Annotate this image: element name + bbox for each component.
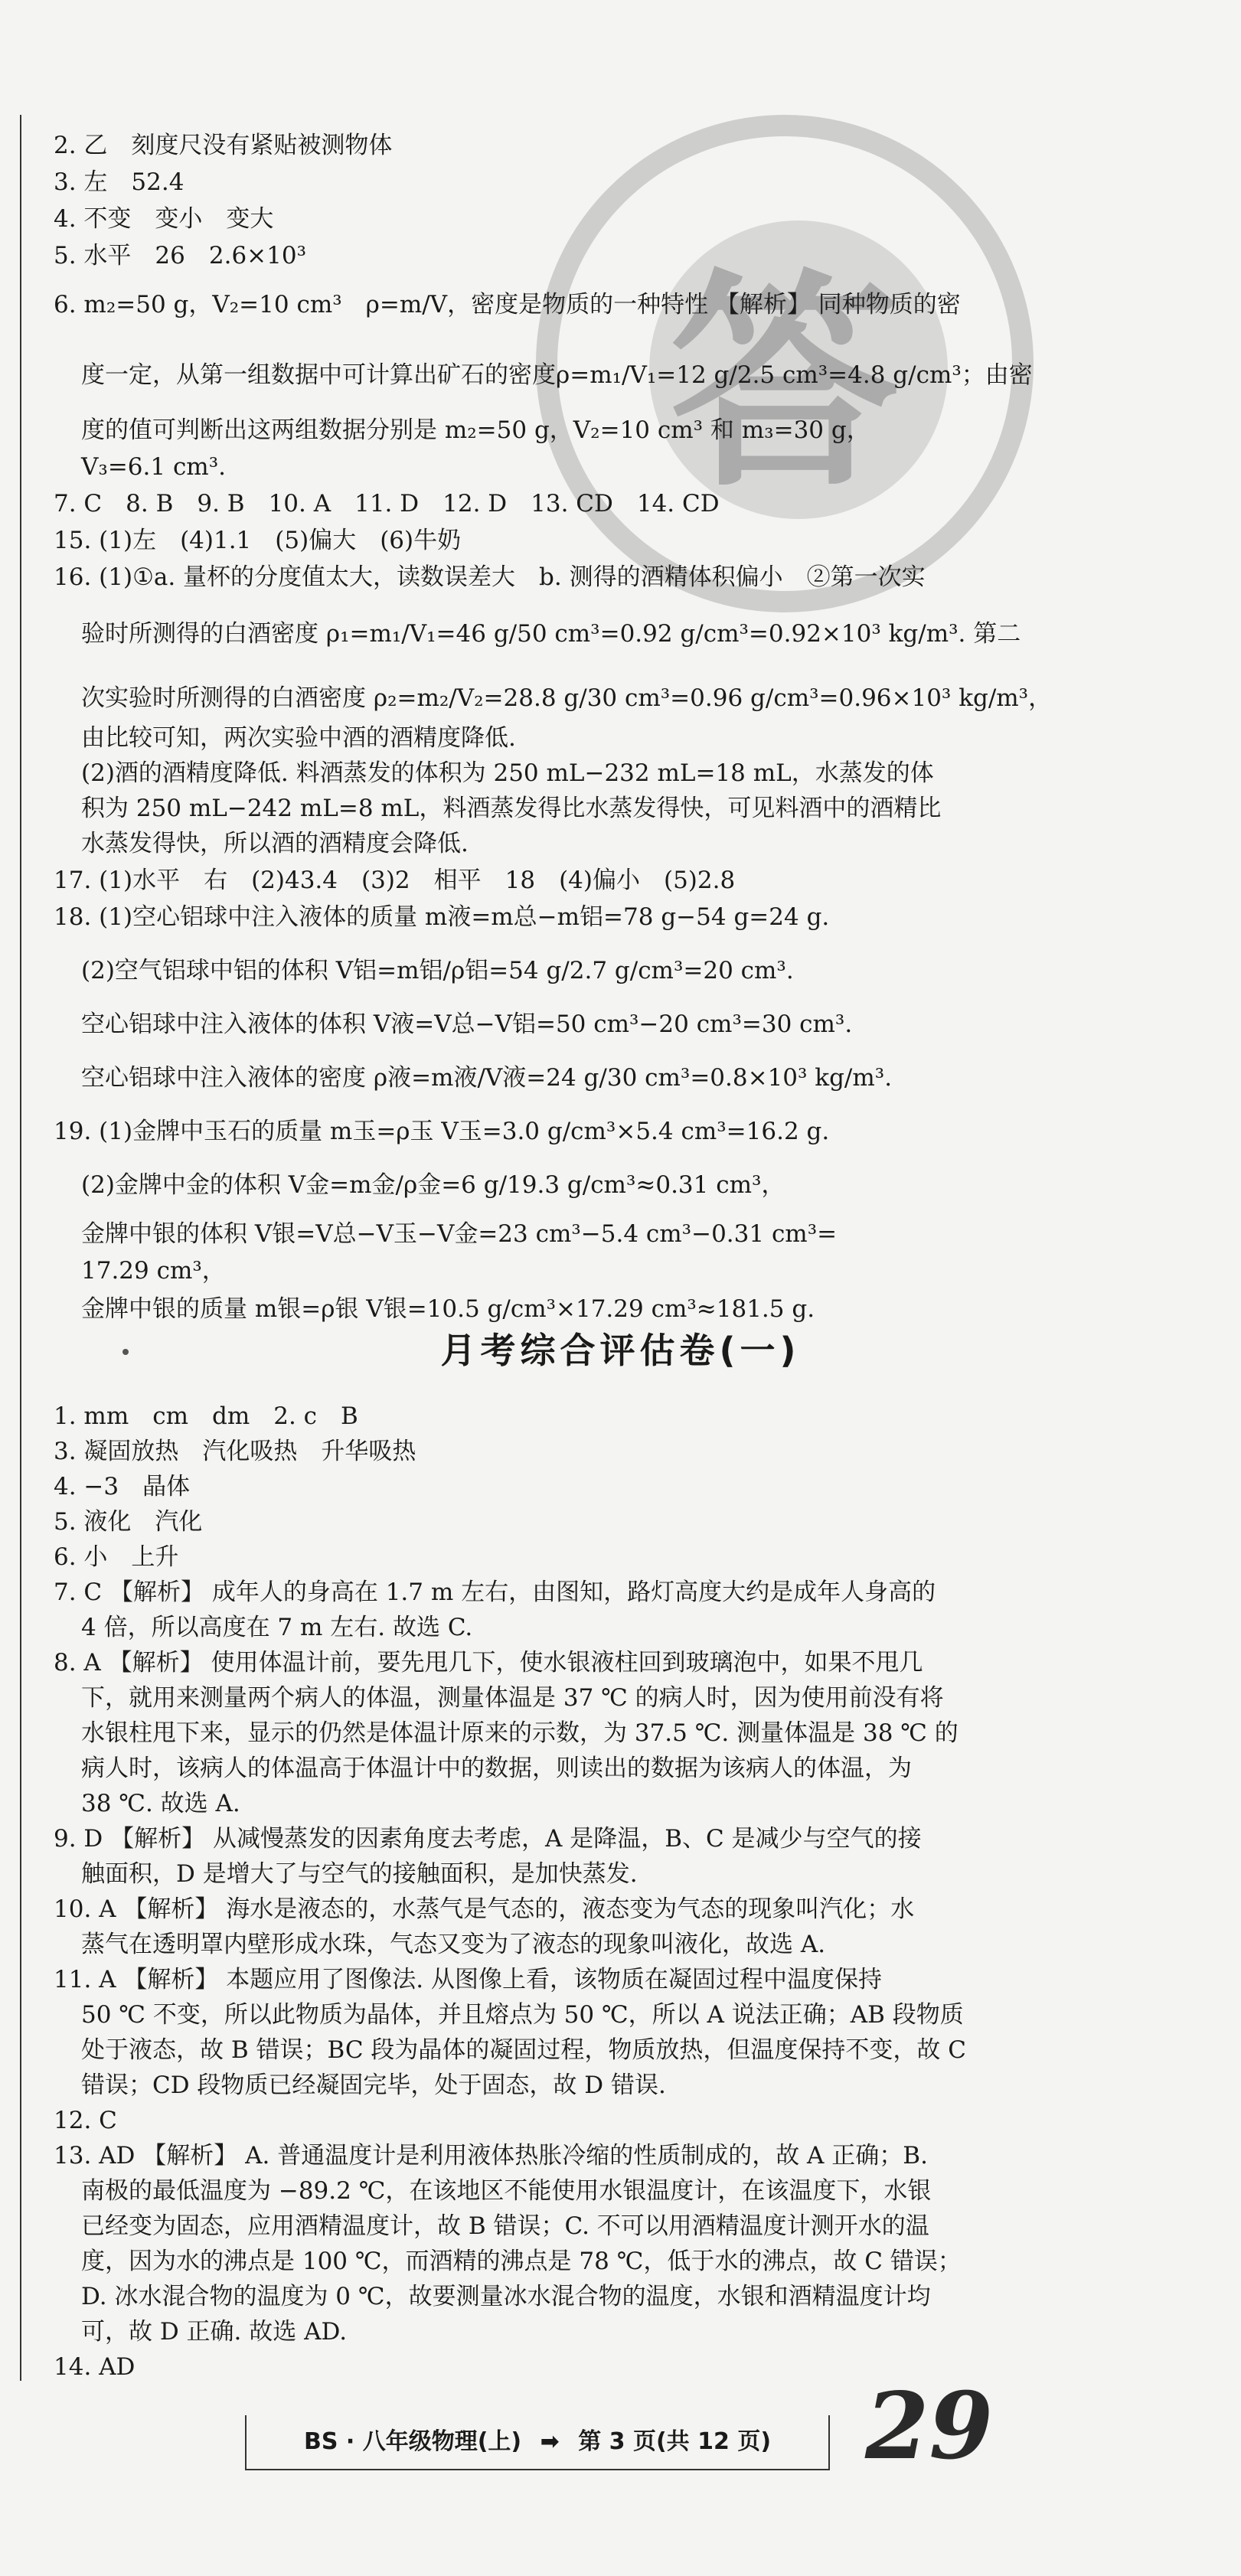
answer-line: 下，就用来测量两个病人的体温，测量体温是 37 ℃ 的病人时，因为使用前没有将 <box>81 1684 944 1712</box>
arrow-right-icon: ➡ <box>540 2428 560 2455</box>
answer-line: 可，故 D 正确. 故选 AD. <box>81 2318 348 2346</box>
answer-line: 15. (1)左 (4)1.1 (5)偏大 (6)牛奶 <box>54 527 462 554</box>
answer-line: (2)金牌中金的体积 V金=m金/ρ金=6 g/19.3 g/cm³≈0.31 cm³， <box>81 1171 785 1199</box>
answer-line: 4. 不变 变小 变大 <box>54 205 274 233</box>
answer-line: 南极的最低温度为 −89.2 ℃，在该地区不能使用水银温度计，在该温度下，水银 <box>81 2177 932 2205</box>
answer-line: 由比较可知，两次实验中酒的酒精度降低. <box>81 724 516 752</box>
answer-line: 17. (1)水平 右 (2)43.4 (3)2 相平 18 (4)偏小 (5)2.8 <box>54 867 736 894</box>
section-title: 月考综合评估卷(一) <box>440 1330 801 1371</box>
answer-line: 5. 液化 汽化 <box>54 1508 203 1536</box>
answer-line: V₃=6.1 cm³. <box>81 453 226 481</box>
answer-line: 9. D 【解析】 从减慢蒸发的因素角度去考虑，A 是降温，B、C 是减少与空气的接 <box>54 1825 922 1853</box>
answer-line: 病人时，该病人的体温高于体温计中的数据，则读出的数据为该病人的体温，为 <box>81 1755 912 1782</box>
answer-line: 7. C 8. B 9. B 10. A 11. D 12. D 13. CD 14. CD <box>54 490 720 517</box>
answer-line: 5. 水平 26 2.6×10³ <box>54 242 307 269</box>
answer-line: 处于液态，故 B 错误；BC 段为晶体的凝固过程，物质放热，但温度保持不变，故 C <box>81 2036 966 2064</box>
answer-line: 38 ℃. 故选 A. <box>81 1790 240 1817</box>
answer-line: 10. A 【解析】 海水是液态的，水蒸气是气态的，液态变为气态的现象叫汽化；水 <box>54 1895 915 1923</box>
page-number: 29 <box>865 2372 993 2480</box>
answer-line: (2)酒的酒精度降低. 料酒蒸发的体积为 250 mL−232 mL=18 mL，水蒸发的体 <box>81 759 934 787</box>
answer-line: 度，因为水的沸点是 100 ℃，而酒精的沸点是 78 ℃，低于水的沸点，故 C 错误； <box>81 2248 962 2275</box>
answer-line: 6. m₂=50 g，V₂=10 cm³ ρ=m/V，密度是物质的一种特性 【解析】 同种物质的密 <box>54 291 961 318</box>
answer-line: 12. C <box>54 2107 117 2134</box>
answer-line: 50 ℃ 不变，所以此物质为晶体，并且熔点为 50 ℃，所以 A 说法正确；AB 段物质 <box>81 2001 964 2029</box>
left-margin-rule <box>20 115 21 2381</box>
answer-line: D. 冰水混合物的温度为 0 ℃，故要测量冰水混合物的温度，水银和酒精温度计均 <box>81 2283 931 2310</box>
answer-line: 3. 凝固放热 汽化吸热 升华吸热 <box>54 1438 416 1465</box>
answer-line: 错误；CD 段物质已经凝固完毕，处于固态，故 D 错误. <box>81 2072 666 2099</box>
answer-line: 3. 左 52.4 <box>54 168 185 196</box>
answer-line: 积为 250 mL−242 mL=8 mL，料酒蒸发得比水蒸发得快，可见料酒中的酒精比 <box>81 795 942 822</box>
answer-line: 4 倍，所以高度在 7 m 左右. 故选 C. <box>81 1614 473 1641</box>
answer-line: 11. A 【解析】 本题应用了图像法. 从图像上看，该物质在凝固过程中温度保持 <box>54 1966 882 1993</box>
answer-line: (2)空气铝球中铝的体积 V铝=m铝/ρ铝=54 g/2.7 g/cm³=20 cm³. <box>81 957 794 984</box>
answer-line: 金牌中银的体积 V银=V总−V玉−V金=23 cm³−5.4 cm³−0.31 cm³= <box>81 1220 838 1248</box>
answer-line: 1. mm cm dm 2. c B <box>54 1402 358 1430</box>
answer-line: 触面积，D 是增大了与空气的接触面积，是加快蒸发. <box>81 1860 638 1888</box>
answer-line: 验时所测得的白酒密度 ρ₁=m₁/V₁=46 g/50 cm³=0.92 g/cm³=0.92×10³ kg/m³. 第二 <box>81 620 1021 648</box>
answer-line: 已经变为固态，应用酒精温度计，故 B 错误；C. 不可以用酒精温度计测开水的温 <box>81 2212 929 2240</box>
answer-line: 6. 小 上升 <box>54 1543 179 1571</box>
footer-page: 第 3 页(共 12 页) <box>578 2428 772 2455</box>
answer-line: 19. (1)金牌中玉石的质量 m玉=ρ玉 V玉=3.0 g/cm³×5.4 cm³=16.2 g. <box>54 1118 830 1145</box>
watermark-glyph: 答 <box>670 250 900 517</box>
answer-line: 18. (1)空心铝球中注入液体的质量 m液=m总−m铝=78 g−54 g=24 g. <box>54 903 830 931</box>
answer-line: 度一定，从第一组数据中可计算出矿石的密度ρ=m₁/V₁=12 g/2.5 cm³=4.8 g/cm³；由密 <box>81 361 1033 389</box>
page-footer <box>245 2415 830 2470</box>
answer-line: 金牌中银的质量 m银=ρ银 V银=10.5 g/cm³×17.29 cm³≈181.5 g. <box>81 1295 815 1323</box>
answer-line: 7. C 【解析】 成年人的身高在 1.7 m 左右，由图知，路灯高度大约是成年人身高的 <box>54 1579 936 1606</box>
answer-line: 4. −3 晶体 <box>54 1473 191 1500</box>
answer-line: 次实验时所测得的白酒密度 ρ₂=m₂/V₂=28.8 g/30 cm³=0.96 g/cm³=0.96×10³ kg/m³， <box>81 684 1053 712</box>
answer-line: 空心铝球中注入液体的密度 ρ液=m液/V液=24 g/30 cm³=0.8×10³ kg/m³. <box>81 1064 893 1092</box>
answer-line: 蒸气在透明罩内壁形成水珠，气态又变为了液态的现象叫液化，故选 A. <box>81 1931 826 1958</box>
answer-line: 17.29 cm³， <box>81 1257 226 1285</box>
answer-line: 16. (1)①a. 量杯的分度值太大，读数误差大 b. 测得的酒精体积偏小 ②第一次实 <box>54 563 926 591</box>
answer-line: 度的值可判断出这两组数据分别是 m₂=50 g，V₂=10 cm³ 和 m₃=30 g， <box>81 416 870 444</box>
answer-line: 8. A 【解析】 使用体温计前，要先甩几下，使水银液柱回到玻璃泡中，如果不甩几 <box>54 1649 923 1677</box>
answer-line: 2. 乙 刻度尺没有紧贴被测物体 <box>54 132 393 159</box>
answer-line: 空心铝球中注入液体的体积 V液=V总−V铝=50 cm³−20 cm³=30 cm³. <box>81 1010 853 1038</box>
answer-line: 13. AD 【解析】 A. 普通温度计是利用液体热胀冷缩的性质制成的，故 A 正确；B. <box>54 2142 928 2170</box>
answer-line: 水蒸发得快，所以酒的酒精度会降低. <box>81 830 469 857</box>
answer-line: 14. AD <box>54 2353 136 2381</box>
footer-course: BS · 八年级物理(上) <box>303 2428 522 2455</box>
answer-line: 水银柱甩下来，显示的仍然是体温计原来的示数，为 37.5 ℃. 测量体温是 38 ℃ 的 <box>81 1719 959 1747</box>
